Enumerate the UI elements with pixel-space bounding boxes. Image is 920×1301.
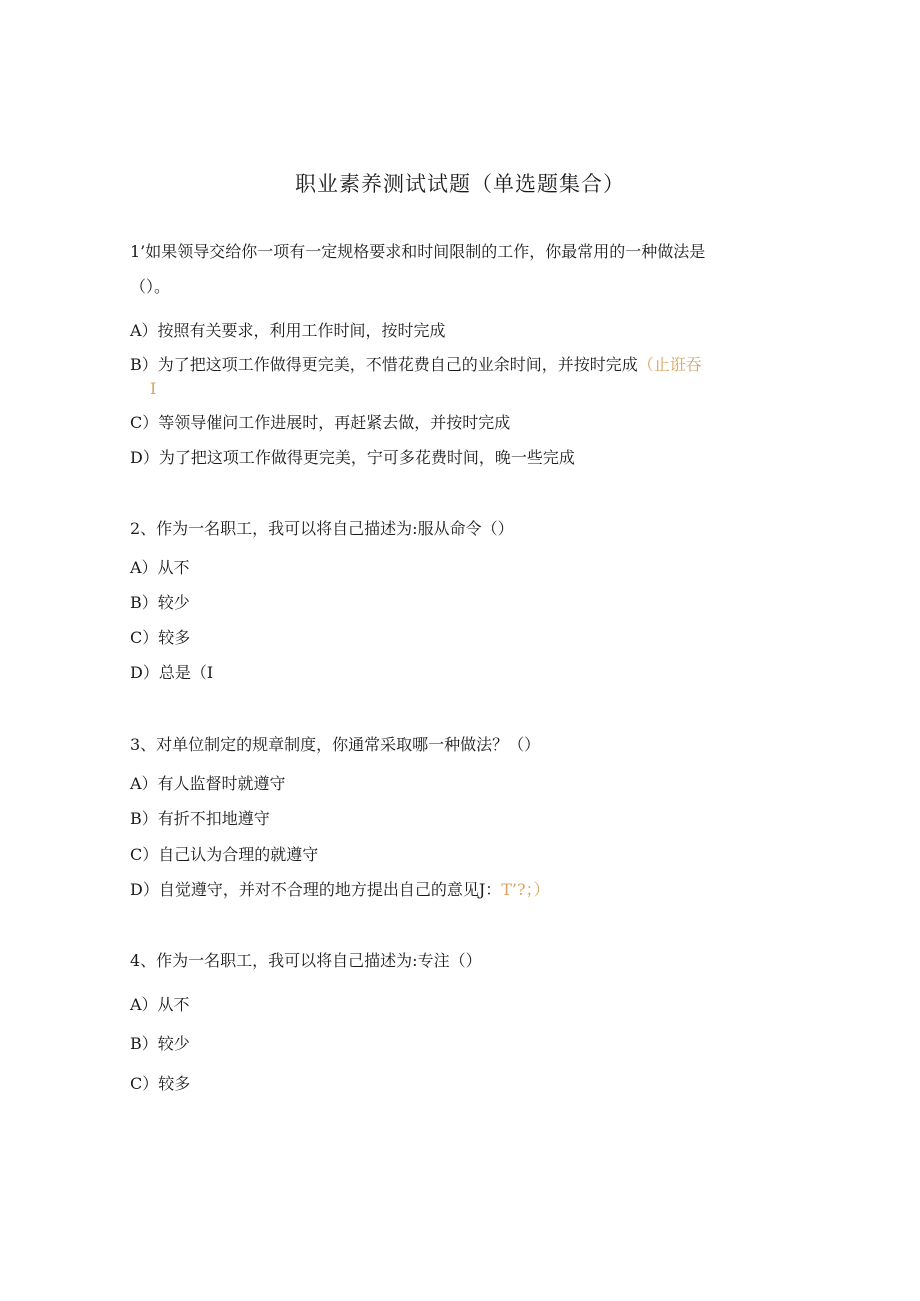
question-1-option-c: C）等领导催问工作进展时，再赶紧去做，并按时完成 (130, 413, 511, 432)
question-1-option-d: D）为了把这项工作做得更完美，宁可多花费时间，晚一些完成 (130, 448, 575, 467)
option-text: D）自觉遵守，并对不合理的地方提出自己的意见J： (130, 880, 502, 899)
question-4-option-a: A）从不 (130, 995, 190, 1014)
handwritten-note: （止诳吞 (637, 355, 702, 374)
question-3-option-b: B）有折不扣地遵守 (130, 809, 270, 828)
question-1-prompt-cont: （）。 (130, 277, 171, 296)
question-2-prompt: 2、作为一名职工，我可以将自己描述为:服从命令（） (130, 519, 514, 538)
question-2-option-c: C）较多 (130, 628, 191, 647)
question-2-option-b: B）较少 (130, 593, 190, 612)
handwritten-note-cont: I (150, 379, 157, 398)
question-3-option-d (130, 879, 550, 901)
question-3-option-a: A）有人监督时就遵守 (130, 774, 286, 793)
question-4-option-c: C）较多 (130, 1074, 191, 1093)
question-3-option-c: C）自己认为合理的就遵守 (130, 845, 319, 864)
question-3-prompt: 3、对单位制定的规章制度，你通常采取哪一种做法？（） (130, 735, 541, 754)
option-text: B）为了把这项工作做得更完美，不惜花费自己的业余时间，并按时完成 (130, 355, 638, 374)
question-1-prompt: 1’如果领导交给你一项有一定规格要求和时间限制的工作，你最常用的一种做法是 (130, 242, 706, 261)
question-1-option-b (130, 354, 702, 376)
question-4-prompt: 4、作为一名职工，我可以将自己描述为:专注（） (130, 951, 482, 970)
page-title: 职业素养测试试题（单选题集合） (295, 172, 625, 196)
question-1-option-a: A）按照有关要求，利用工作时间，按时完成 (130, 321, 446, 340)
question-2-option-d: D）总是（I (130, 663, 214, 682)
handwritten-note: T’?；） (501, 880, 550, 899)
question-2-option-a: A）从不 (130, 558, 190, 577)
question-4-option-b: B）较少 (130, 1034, 190, 1053)
